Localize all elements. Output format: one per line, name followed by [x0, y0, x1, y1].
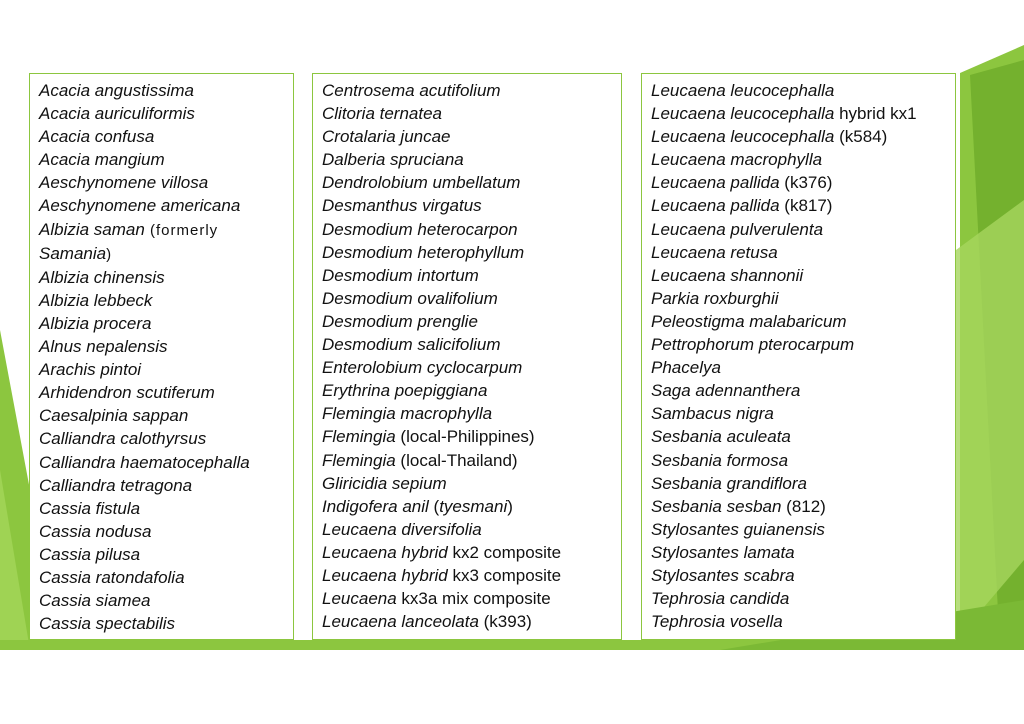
species-item — [651, 564, 955, 587]
species-item — [651, 287, 955, 310]
species-name: Acacia angustissima — [39, 81, 194, 100]
species-note: kx3a mix composite — [396, 589, 551, 609]
species-item — [651, 125, 955, 148]
species-item — [651, 171, 955, 194]
species-name: Gliricidia sepium — [322, 473, 447, 493]
species-item — [322, 264, 621, 287]
species-name: Caesalpinia sappan — [39, 406, 189, 426]
species-name: Calliandra calothyrsus — [39, 429, 207, 449]
species-note: ) — [507, 496, 513, 516]
species-item — [39, 312, 293, 335]
species-note: (k393) — [478, 612, 532, 632]
species-item — [651, 218, 955, 241]
species-item — [322, 495, 621, 518]
species-name: Leucaena shannonii — [651, 265, 804, 285]
species-item — [651, 541, 955, 564]
species-name: Parkia roxburghii — [651, 288, 779, 308]
species-item — [322, 171, 621, 194]
species-item — [39, 566, 293, 589]
species-item — [322, 587, 621, 610]
species-item — [39, 102, 293, 125]
species-name: Centrosema acutifolium — [322, 81, 501, 100]
species-note: (local-Philippines) — [395, 427, 535, 447]
species-name: Flemingia — [322, 450, 396, 470]
species-name: Desmodium prenglie — [322, 311, 478, 331]
species-name: Enterolobium cyclocarpum — [322, 358, 523, 378]
species-note: (812) — [781, 496, 826, 516]
species-item — [651, 587, 955, 610]
species-name: Peleostigma malabaricum — [651, 311, 847, 331]
species-item — [651, 356, 955, 379]
species-item — [39, 218, 293, 266]
species-name: Sambacus nigra — [651, 404, 774, 424]
species-name: Crotalaria juncae — [322, 127, 451, 147]
species-name: Leucaena pulverulenta — [651, 219, 824, 239]
species-column-3 — [641, 73, 956, 640]
species-name: Flemingia — [322, 427, 396, 447]
species-name: Stylosantes lamata — [651, 542, 795, 562]
species-item — [39, 125, 293, 148]
species-item — [39, 427, 293, 450]
species-note: ) — [106, 245, 113, 263]
species-item — [322, 79, 621, 102]
species-name: Sesbania sesban — [651, 496, 782, 516]
species-name: Indigofera anil — [322, 496, 429, 516]
species-note: kx2 composite — [447, 542, 562, 562]
species-note: (k817) — [779, 196, 833, 216]
species-name: Aeschynomene americana — [39, 196, 241, 216]
species-name: Leucaena macrophylla — [651, 150, 823, 170]
species-item — [322, 125, 621, 148]
species-item — [322, 287, 621, 310]
species-item — [651, 310, 955, 333]
species-name: Cassia pilusa — [39, 544, 141, 564]
species-item — [322, 218, 621, 241]
species-item — [651, 148, 955, 171]
species-item — [39, 79, 293, 102]
species-item — [39, 335, 293, 358]
species-column-2 — [312, 73, 622, 640]
species-name: Albizia saman — [39, 219, 145, 239]
species-name: Cassia fistula — [39, 498, 141, 518]
species-note: (local-Thailand) — [395, 450, 518, 470]
species-name: Desmodium heterocarpon — [322, 219, 518, 239]
species-name: Clitoria ternatea — [322, 104, 443, 124]
species-name: Sesbania grandiflora — [651, 473, 807, 493]
species-item — [39, 612, 293, 635]
species-item — [322, 610, 621, 633]
species-item — [651, 472, 955, 495]
species-note: (formerly — [144, 221, 219, 239]
species-item — [651, 264, 955, 287]
species-name: Flemingia macrophylla — [322, 404, 493, 424]
species-item — [39, 381, 293, 404]
species-name: Sesbania formosa — [651, 450, 789, 470]
species-name: Leucaena retusa — [651, 242, 778, 262]
species-name: Leucaena diversifolia — [322, 519, 482, 539]
species-name: Stylosantes scabra — [651, 565, 795, 585]
species-item — [651, 425, 955, 448]
species-item — [322, 425, 621, 448]
species-name: Alnus nepalensis — [39, 337, 168, 357]
species-item — [322, 472, 621, 495]
species-item — [322, 564, 621, 587]
species-item — [651, 79, 955, 102]
species-name: Tephrosia candida — [651, 589, 790, 609]
species-name: Desmanthus virgatus — [322, 196, 482, 216]
species-name: Cassia siamea — [39, 591, 151, 611]
species-item — [39, 358, 293, 381]
species-item — [322, 541, 621, 564]
species-name: Arachis pintoi — [39, 360, 142, 380]
species-name: Acacia auriculiformis — [39, 104, 195, 124]
species-note: (k584) — [834, 127, 888, 147]
species-item — [651, 379, 955, 402]
species-note: ( — [428, 496, 440, 516]
species-name: Leucaena pallida — [651, 196, 780, 216]
species-item — [651, 402, 955, 425]
species-name: Leucaena leucocephalla — [651, 127, 835, 147]
species-item — [651, 449, 955, 472]
species-name: Phacelya — [651, 358, 721, 378]
species-item — [651, 194, 955, 217]
species-item — [39, 451, 293, 474]
species-item — [322, 379, 621, 402]
species-item — [322, 518, 621, 541]
species-name: Leucaena pallida — [651, 173, 780, 193]
species-name: Dendrolobium umbellatum — [322, 173, 521, 193]
species-item — [39, 474, 293, 497]
species-item — [39, 520, 293, 543]
species-name: Cassia nodusa — [39, 521, 152, 541]
species-item — [39, 289, 293, 312]
species-item — [39, 497, 293, 520]
species-name: Arhidendron scutiferum — [39, 383, 215, 403]
species-name: Cassia ratondafolia — [39, 567, 185, 587]
species-item — [39, 589, 293, 612]
species-name: Albizia lebbeck — [39, 290, 153, 310]
species-name: Cassia spectabilis — [39, 614, 176, 634]
species-name: Desmodium salicifolium — [322, 335, 501, 355]
species-item — [322, 310, 621, 333]
species-name: Leucaena hybrid — [322, 565, 448, 585]
species-name: Desmodium intortum — [322, 265, 479, 285]
species-name: Leucaena — [322, 589, 397, 609]
species-item — [651, 495, 955, 518]
species-item — [39, 543, 293, 566]
species-item — [651, 518, 955, 541]
species-name: Stylosantes guianensis — [651, 519, 825, 539]
species-note: kx3 composite — [447, 565, 562, 585]
species-name: Acacia mangium — [39, 150, 165, 170]
species-item — [39, 171, 293, 194]
species-name: Calliandra tetragona — [39, 475, 193, 495]
species-name: Albizia chinensis — [39, 267, 165, 287]
species-note: (k376) — [779, 173, 833, 193]
species-item — [322, 356, 621, 379]
species-name: Saga adennanthera — [651, 381, 801, 401]
species-name: Erythrina poepiggiana — [322, 381, 488, 401]
species-item — [322, 148, 621, 171]
species-item — [651, 241, 955, 264]
species-name: Sesbania aculeata — [651, 427, 791, 447]
species-name: Leucaena hybrid — [322, 542, 448, 562]
species-item — [39, 266, 293, 289]
species-item — [39, 194, 293, 217]
species-name: Leucaena lanceolata — [322, 612, 479, 632]
species-item — [651, 102, 955, 125]
species-item — [651, 333, 955, 356]
species-item — [39, 148, 293, 171]
species-name: Dalberia spruciana — [322, 150, 464, 170]
species-name: Calliandra haematocephalla — [39, 452, 250, 472]
species-name: Aeschynomene villosa — [39, 173, 209, 193]
species-item — [651, 610, 955, 633]
species-item — [322, 402, 621, 425]
species-name: Leucaena leucocephalla — [651, 104, 835, 124]
species-column-1 — [29, 73, 294, 640]
species-name: Tephrosia vosella — [651, 612, 783, 632]
species-name: Pettrophorum pterocarpum — [651, 335, 855, 355]
species-item — [322, 333, 621, 356]
species-item — [322, 102, 621, 125]
species-name: Desmodium heterophyllum — [322, 242, 525, 262]
species-item — [322, 194, 621, 217]
species-name: tyesmani — [439, 496, 508, 516]
species-name: Samania — [39, 243, 107, 263]
species-item — [39, 404, 293, 427]
species-item — [322, 449, 621, 472]
species-name: Acacia confusa — [39, 127, 155, 147]
species-item — [322, 241, 621, 264]
species-name: Desmodium ovalifolium — [322, 288, 498, 308]
species-note: hybrid kx1 — [834, 104, 917, 124]
species-name: Leucaena leucocephalla — [651, 81, 835, 100]
species-name: Albizia procera — [39, 313, 152, 333]
